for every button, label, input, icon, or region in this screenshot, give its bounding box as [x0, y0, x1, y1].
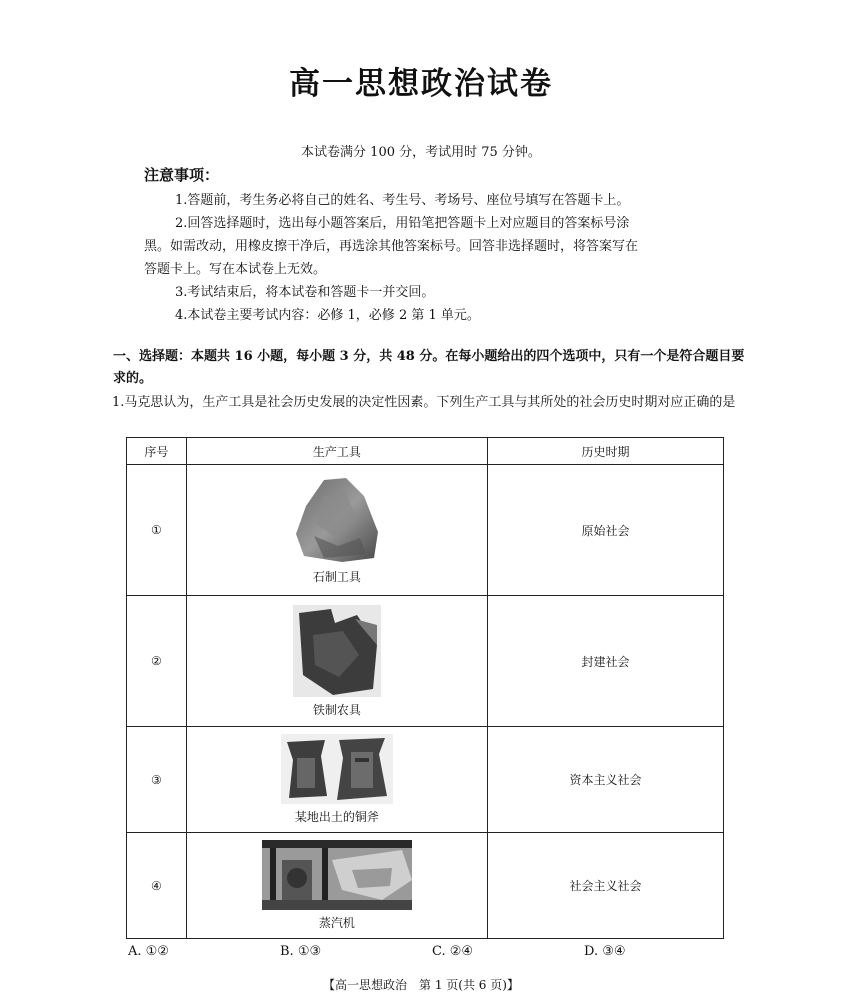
- notice-line-2: 2.回答选择题时，选出每小题答案后，用铅笔把答题卡上对应题目的答案标号涂: [175, 216, 630, 231]
- row-period: 社会主义社会: [488, 833, 724, 939]
- notice-line-6: 4.本试卷主要考试内容：必修 1，必修 2 第 1 单元。: [175, 308, 480, 323]
- row-number: ④: [127, 833, 187, 939]
- notice-line-3: 黑。如需改动，用橡皮擦干净后，再选涂其他答案标号。回答非选择题时，将答案写在: [144, 239, 639, 254]
- header-number: 序号: [127, 438, 187, 465]
- steam-engine-image: [262, 840, 412, 910]
- exam-title: 高一思想政治试卷: [289, 66, 553, 102]
- tool-cell: [186, 596, 487, 727]
- option-c: C. ②④: [432, 944, 474, 959]
- notice-heading: 注意事项：: [144, 166, 220, 184]
- row-number: ①: [127, 465, 187, 596]
- notice-line-5: 3.考试结束后，将本试卷和答题卡一并交回。: [175, 285, 435, 300]
- table-row: [127, 596, 724, 727]
- exam-intro: 本试卷满分 100 分，考试用时 75 分钟。: [301, 145, 541, 160]
- stone-tool-image: [294, 476, 380, 564]
- tool-caption: 某地出土的铜斧: [294, 810, 379, 824]
- table-row: [127, 465, 724, 596]
- section-heading: 一、选择题：本题共 16 小题，每小题 3 分，共 48 分。在每小题给出的四个选项中，只有一个是符合题目要求的。: [113, 349, 745, 386]
- row-number: ②: [127, 596, 187, 727]
- iron-tool-image: [293, 605, 381, 697]
- tool-cell: [186, 833, 487, 939]
- tool-caption: 铁制农具: [312, 702, 361, 717]
- table-header-row: [127, 438, 724, 465]
- question-1-stem: 1.马克思认为，生产工具是社会历史发展的决定性因素。下列生产工具与其所处的社会历史时期对应正确的是: [112, 395, 736, 410]
- question-1-table: [126, 437, 724, 939]
- bronze-axe-image: [281, 734, 393, 804]
- table-row: [127, 833, 724, 939]
- tool-cell: [186, 465, 487, 596]
- tool-caption: 石制工具: [312, 569, 361, 584]
- row-period: 原始社会: [488, 465, 724, 596]
- row-period: 资本主义社会: [488, 727, 724, 833]
- notice-line-4: 答题卡上。写在本试卷上无效。: [144, 262, 327, 277]
- tool-caption: 蒸汽机: [318, 916, 355, 930]
- option-a: A. ①②: [128, 944, 169, 959]
- row-number: ③: [127, 727, 187, 833]
- header-period: 历史时期: [488, 438, 724, 465]
- row-period: 封建社会: [488, 596, 724, 727]
- option-b: B. ①③: [280, 944, 322, 959]
- tool-cell: [186, 727, 487, 833]
- header-tool: 生产工具: [186, 438, 487, 465]
- option-d: D. ③④: [584, 944, 626, 959]
- page-footer: 【高一思想政治 第 1 页(共 6 页)】: [323, 978, 519, 992]
- table-row: [127, 727, 724, 833]
- notice-line-1: 1.答题前，考生务必将自己的姓名、考生号、考场号、座位号填写在答题卡上。: [175, 193, 630, 208]
